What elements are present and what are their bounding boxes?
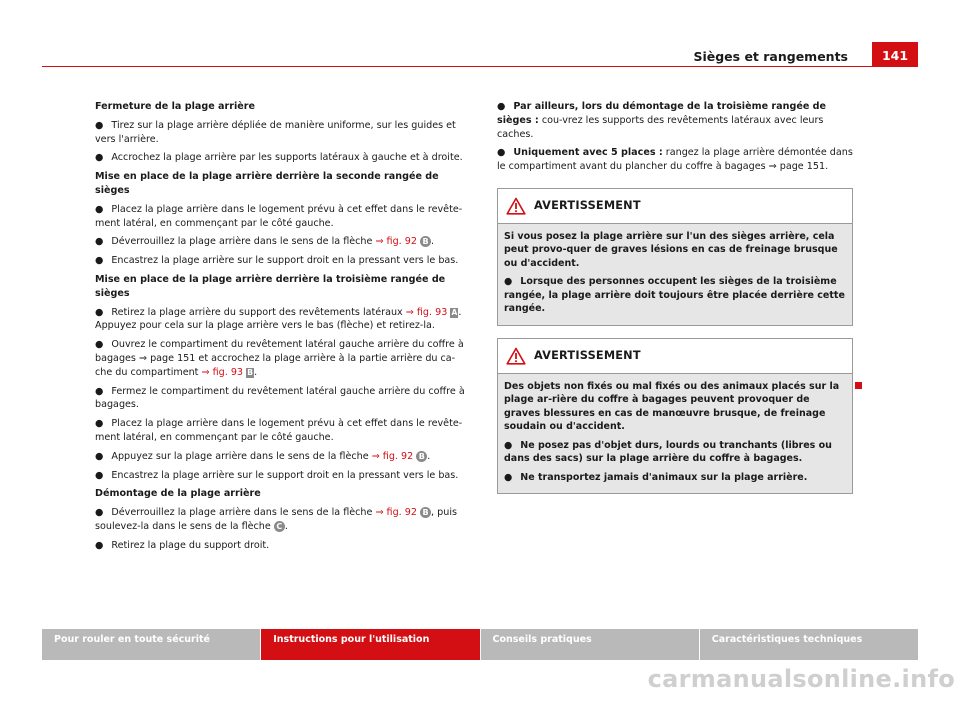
header-rule [42, 66, 918, 67]
bullet-item: ● Placez la plage arrière dans le logement prévu à cet effet dans le revête-ment latéral, en commençant par le côté gauche. [95, 418, 463, 443]
warning-triangle-icon [506, 197, 526, 215]
page-section-title: Sièges et rangements [693, 49, 848, 64]
bullet-item: ● Encastrez la plage arrière sur le support droit en la pressant vers le bas. [95, 469, 459, 481]
callout-badge-icon: B [420, 236, 431, 247]
warning-title: AVERTISSEMENT [534, 199, 641, 213]
warning-box [497, 338, 853, 495]
warning-header [498, 189, 852, 224]
section-heading: Démontage de la plage arrière [95, 488, 261, 500]
callout-square-icon: B [247, 367, 253, 377]
watermark: carmanualsonline.info [647, 665, 955, 693]
section-end-marker [855, 382, 862, 389]
page-number: 141 [872, 42, 918, 67]
bullet-item: ● Ne transportez jamais d'animaux sur la plage arrière. [504, 471, 808, 483]
warning-text: Si vous posez la plage arrière sur l'un des sièges arrière, cela peut provo-quer de graves lésions en cas de freinage brusque ou d'accident. [504, 230, 838, 269]
bullet-item: ● Placez la plage arrière dans le logement prévu à cet effet dans le revête-ment latéral, en commençant par le côté gauche. [95, 203, 463, 229]
tab-instructions[interactable]: Instructions pour l'utilisation [260, 629, 479, 660]
warning-text: Des objets non fixés ou mal fixés ou des animaux placés sur la plage ar-rière du coffre à bagages peuvent provoquer de graves blessures en cas de manœuvre brusque, de freinage soudain ou d'accident. [504, 380, 840, 433]
section-heading: Mise en place de la plage arrière derrière la seconde rangée de sièges [95, 171, 439, 196]
bullet-item: ● Tirez sur la plage arrière dépliée de manière uniforme, sur les guides et vers l'arrière. [95, 119, 456, 145]
figure-link[interactable]: ⇒ fig. 93 [405, 306, 448, 318]
bullet-item: ● Retirez la plage du support droit. [95, 539, 270, 551]
warning-title: AVERTISSEMENT [534, 349, 641, 363]
bullet-item: ● Ouvrez le compartiment du revêtement latéral gauche arrière du coffre à bagages ⇒ page 151 et accrochez la plage arrière à la partie arrière du ca-che du compartiment ⇒ fig. 93 B. [95, 339, 464, 378]
warning-box [497, 188, 853, 326]
section-heading: Mise en place de la plage arrière derrière la troisième rangée de sièges [95, 273, 446, 299]
callout-badge-icon: C [274, 521, 285, 532]
callout-square-icon: A [451, 307, 458, 317]
bullet-item: ● Uniquement avec 5 places : rangez la plage arrière démontée dans le compartiment avant du plancher du coffre à bagages ⇒ page 151. [497, 147, 853, 173]
bullet-item: ● Ne posez pas d'objet durs, lourds ou tranchants (libres ou dans des sacs) sur la plage arrière du coffre à bagages. [504, 439, 832, 465]
bullet-item: ● Retirez la plage arrière du support des revêtements latéraux ⇒ fig. 93 A. Appuyez pour cela sur la plage arrière vers le bas (flèche) et retirez-la. [95, 306, 462, 332]
bullet-item: ● Appuyez sur la plage arrière dans le sens de la flèche ⇒ fig. 92 B . [95, 450, 431, 462]
section-heading: Fermeture de la plage arrière [95, 101, 256, 112]
bullet-item: ● Encastrez la plage arrière sur le support droit en la pressant vers le bas. [95, 255, 459, 267]
right-column [497, 100, 853, 506]
figure-link[interactable]: ⇒ fig. 92 [371, 450, 414, 462]
figure-link[interactable]: ⇒ fig. 92 [375, 507, 417, 519]
warning-header [498, 339, 852, 374]
warning-body [498, 374, 852, 494]
tab-practical-tips[interactable]: Conseils pratiques [480, 629, 699, 660]
bullet-item: ● Par ailleurs, lors du démontage de la troisième rangée de sièges : cou-vrez les supports des revêtements latéraux avec leurs caches. [497, 101, 827, 140]
bullet-item: ● Déverrouillez la plage arrière dans le sens de la flèche ⇒ fig. 92 B . [95, 236, 435, 248]
bullet-item: ● Accrochez la plage arrière par les supports latéraux à gauche et à droite. [95, 152, 463, 164]
warning-body [498, 224, 852, 325]
tab-technical-specs[interactable]: Caractéristiques techniques [699, 629, 918, 660]
callout-badge-icon: B [416, 451, 427, 462]
bullet-item: ● Lorsque des personnes occupent les sièges de la troisième rangée, la plage arrière doit toujours être placée derrière cette rangée. [504, 276, 845, 315]
figure-link[interactable]: ⇒ fig. 92 [375, 236, 417, 248]
bullet-item: ● Fermez le compartiment du revêtement latéral gauche arrière du coffre à bagages. [95, 385, 465, 411]
figure-link[interactable]: ⇒ fig. 93 [201, 366, 244, 378]
left-column [95, 100, 467, 558]
callout-badge-icon: B [420, 507, 431, 518]
tab-safety[interactable]: Pour rouler en toute sécurité [42, 629, 260, 660]
bullet-item: ● Déverrouillez la plage arrière dans le sens de la flèche ⇒ fig. 92 B , puis soulevez-la dans le sens de la flèche C . [95, 507, 457, 532]
footer-nav [42, 629, 918, 660]
warning-triangle-icon [506, 347, 526, 365]
